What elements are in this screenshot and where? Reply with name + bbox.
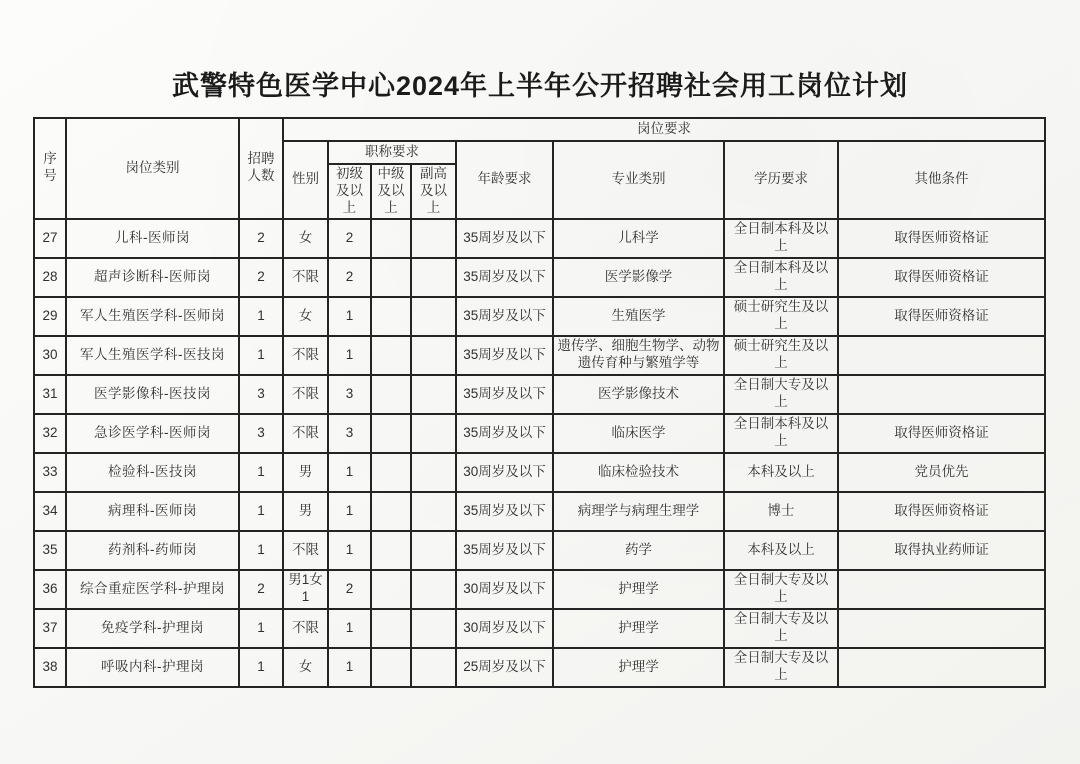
- cell-age: 35周岁及以下: [456, 219, 553, 258]
- cell-other: [838, 336, 1045, 375]
- cell-count: 1: [239, 492, 283, 531]
- header-other-conditions: 其他条件: [838, 141, 1045, 219]
- cell-count: 2: [239, 258, 283, 297]
- cell-education: 本科及以上: [724, 453, 838, 492]
- cell-other: [838, 570, 1045, 609]
- cell-title-senior: [411, 219, 456, 258]
- cell-serial: 27: [34, 219, 66, 258]
- cell-other: [838, 375, 1045, 414]
- cell-position: 急诊医学科-医师岗: [66, 414, 239, 453]
- cell-education: 全日制大专及以上: [724, 609, 838, 648]
- cell-title-senior: [411, 648, 456, 687]
- cell-serial: 29: [34, 297, 66, 336]
- cell-major: 病理学与病理生理学: [553, 492, 724, 531]
- cell-title-mid: [371, 453, 411, 492]
- cell-title-junior: 1: [328, 609, 371, 648]
- cell-education: 全日制大专及以上: [724, 648, 838, 687]
- cell-gender: 不限: [283, 414, 328, 453]
- cell-education: 硕士研究生及以上: [724, 297, 838, 336]
- cell-major: 护理学: [553, 648, 724, 687]
- header-education-requirement: 学历要求: [724, 141, 838, 219]
- cell-title-mid: [371, 297, 411, 336]
- header-title-requirement: 职称要求: [328, 141, 456, 164]
- cell-title-senior: [411, 453, 456, 492]
- cell-count: 1: [239, 297, 283, 336]
- cell-gender: 女: [283, 648, 328, 687]
- cell-education: 硕士研究生及以上: [724, 336, 838, 375]
- cell-education: 全日制本科及以上: [724, 258, 838, 297]
- cell-title-junior: 3: [328, 375, 371, 414]
- cell-title-senior: [411, 609, 456, 648]
- cell-serial: 28: [34, 258, 66, 297]
- cell-other: 党员优先: [838, 453, 1045, 492]
- cell-title-junior: 2: [328, 219, 371, 258]
- cell-title-mid: [371, 375, 411, 414]
- cell-count: 1: [239, 336, 283, 375]
- cell-education: 全日制大专及以上: [724, 570, 838, 609]
- cell-position: 医学影像科-医技岗: [66, 375, 239, 414]
- header-recruit-count: 招聘人数: [239, 118, 283, 219]
- cell-title-mid: [371, 258, 411, 297]
- table-body: [34, 219, 1045, 687]
- cell-other: [838, 609, 1045, 648]
- cell-title-mid: [371, 336, 411, 375]
- cell-position: 军人生殖医学科-医师岗: [66, 297, 239, 336]
- cell-age: 25周岁及以下: [456, 648, 553, 687]
- cell-major: 医学影像技术: [553, 375, 724, 414]
- cell-position: 药剂科-药师岗: [66, 531, 239, 570]
- cell-position: 免疫学科-护理岗: [66, 609, 239, 648]
- cell-title-junior: 1: [328, 648, 371, 687]
- cell-position: 病理科-医师岗: [66, 492, 239, 531]
- cell-title-senior: [411, 375, 456, 414]
- table-header: [34, 118, 1045, 219]
- header-serial: 序号: [34, 118, 66, 219]
- cell-title-mid: [371, 414, 411, 453]
- cell-education: 全日制大专及以上: [724, 375, 838, 414]
- cell-title-senior: [411, 336, 456, 375]
- cell-major: 临床医学: [553, 414, 724, 453]
- cell-serial: 37: [34, 609, 66, 648]
- cell-other: 取得医师资格证: [838, 219, 1045, 258]
- cell-age: 35周岁及以下: [456, 258, 553, 297]
- cell-count: 2: [239, 219, 283, 258]
- header-position-category: 岗位类别: [66, 118, 239, 219]
- cell-major: 遗传学、细胞生物学、动物遗传育种与繁殖学等: [553, 336, 724, 375]
- cell-title-mid: [371, 648, 411, 687]
- cell-title-junior: 1: [328, 492, 371, 531]
- cell-serial: 36: [34, 570, 66, 609]
- cell-major: 护理学: [553, 609, 724, 648]
- cell-title-mid: [371, 609, 411, 648]
- table-row: [34, 375, 1045, 414]
- cell-title-junior: 1: [328, 531, 371, 570]
- cell-serial: 33: [34, 453, 66, 492]
- cell-count: 3: [239, 414, 283, 453]
- table-row: [34, 492, 1045, 531]
- cell-education: 博士: [724, 492, 838, 531]
- cell-title-senior: [411, 570, 456, 609]
- cell-title-mid: [371, 219, 411, 258]
- cell-major: 生殖医学: [553, 297, 724, 336]
- cell-count: 1: [239, 648, 283, 687]
- cell-gender: 不限: [283, 258, 328, 297]
- cell-other: [838, 648, 1045, 687]
- cell-major: 儿科学: [553, 219, 724, 258]
- cell-major: 护理学: [553, 570, 724, 609]
- cell-title-senior: [411, 297, 456, 336]
- cell-gender: 不限: [283, 531, 328, 570]
- cell-position: 呼吸内科-护理岗: [66, 648, 239, 687]
- cell-serial: 30: [34, 336, 66, 375]
- cell-other: 取得执业药师证: [838, 531, 1045, 570]
- cell-age: 30周岁及以下: [456, 453, 553, 492]
- cell-major: 临床检验技术: [553, 453, 724, 492]
- table-row: [34, 648, 1045, 687]
- table-row: [34, 297, 1045, 336]
- cell-position: 综合重症医学科-护理岗: [66, 570, 239, 609]
- header-title-junior: 初级及以上: [328, 164, 371, 219]
- cell-title-mid: [371, 570, 411, 609]
- cell-title-junior: 2: [328, 570, 371, 609]
- cell-age: 30周岁及以下: [456, 570, 553, 609]
- cell-other: 取得医师资格证: [838, 414, 1045, 453]
- cell-other: 取得医师资格证: [838, 258, 1045, 297]
- table-row: [34, 258, 1045, 297]
- cell-serial: 34: [34, 492, 66, 531]
- cell-count: 3: [239, 375, 283, 414]
- cell-title-junior: 1: [328, 297, 371, 336]
- cell-other: 取得医师资格证: [838, 492, 1045, 531]
- cell-position: 儿科-医师岗: [66, 219, 239, 258]
- cell-title-senior: [411, 492, 456, 531]
- cell-age: 35周岁及以下: [456, 375, 553, 414]
- cell-serial: 31: [34, 375, 66, 414]
- cell-gender: 女: [283, 219, 328, 258]
- cell-serial: 38: [34, 648, 66, 687]
- recruitment-plan-table: [33, 117, 1046, 688]
- cell-major: 药学: [553, 531, 724, 570]
- page-title: 武警特色医学中心2024年上半年公开招聘社会用工岗位计划: [171, 71, 909, 101]
- cell-gender: 不限: [283, 375, 328, 414]
- cell-title-mid: [371, 531, 411, 570]
- table-row: [34, 609, 1045, 648]
- cell-age: 30周岁及以下: [456, 609, 553, 648]
- header-title-mid: 中级及以上: [371, 164, 411, 219]
- cell-count: 2: [239, 570, 283, 609]
- cell-age: 35周岁及以下: [456, 531, 553, 570]
- cell-count: 1: [239, 453, 283, 492]
- cell-education: 本科及以上: [724, 531, 838, 570]
- table-row: [34, 219, 1045, 258]
- table-row: [34, 336, 1045, 375]
- cell-title-mid: [371, 492, 411, 531]
- cell-age: 35周岁及以下: [456, 414, 553, 453]
- cell-position: 军人生殖医学科-医技岗: [66, 336, 239, 375]
- cell-gender: 男: [283, 492, 328, 531]
- cell-gender: 男: [283, 453, 328, 492]
- cell-title-senior: [411, 414, 456, 453]
- header-title-senior: 副高及以上: [411, 164, 456, 219]
- table-row: [34, 570, 1045, 609]
- table-row: [34, 453, 1045, 492]
- cell-count: 1: [239, 531, 283, 570]
- cell-gender: 不限: [283, 336, 328, 375]
- cell-gender: 女: [283, 297, 328, 336]
- cell-title-senior: [411, 258, 456, 297]
- cell-age: 35周岁及以下: [456, 492, 553, 531]
- header-row-1: [34, 118, 1045, 141]
- cell-education: 全日制本科及以上: [724, 219, 838, 258]
- cell-title-junior: 2: [328, 258, 371, 297]
- cell-position: 检验科-医技岗: [66, 453, 239, 492]
- cell-major: 医学影像学: [553, 258, 724, 297]
- header-post-requirements: 岗位要求: [283, 118, 1045, 141]
- header-gender: 性别: [283, 141, 328, 219]
- cell-serial: 35: [34, 531, 66, 570]
- cell-other: 取得医师资格证: [838, 297, 1045, 336]
- cell-count: 1: [239, 609, 283, 648]
- table-row: [34, 531, 1045, 570]
- cell-title-junior: 1: [328, 336, 371, 375]
- table-row: [34, 414, 1045, 453]
- cell-age: 35周岁及以下: [456, 336, 553, 375]
- cell-position: 超声诊断科-医师岗: [66, 258, 239, 297]
- cell-title-junior: 3: [328, 414, 371, 453]
- header-age-requirement: 年龄要求: [456, 141, 553, 219]
- cell-title-junior: 1: [328, 453, 371, 492]
- cell-gender: 不限: [283, 609, 328, 648]
- header-major-category: 专业类别: [553, 141, 724, 219]
- cell-gender: 男1女1: [283, 570, 328, 609]
- cell-serial: 32: [34, 414, 66, 453]
- cell-title-senior: [411, 531, 456, 570]
- cell-age: 35周岁及以下: [456, 297, 553, 336]
- cell-education: 全日制本科及以上: [724, 414, 838, 453]
